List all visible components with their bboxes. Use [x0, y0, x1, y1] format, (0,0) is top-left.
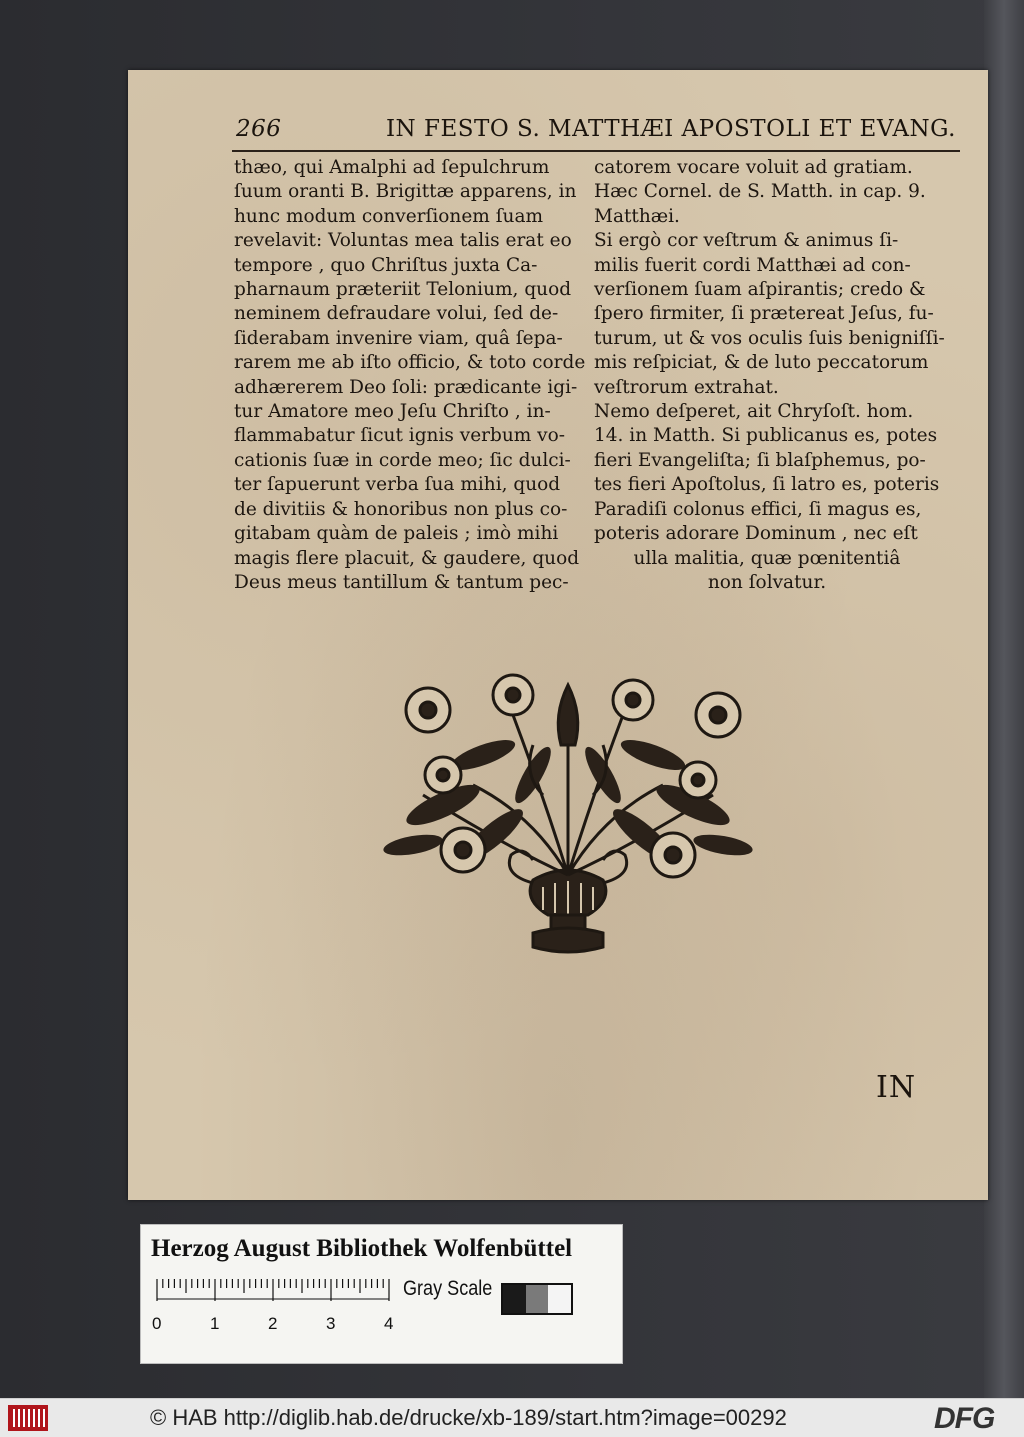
dfg-logo: DFG [934, 1402, 995, 1435]
vase-of-flowers-woodcut-icon [383, 675, 753, 960]
catchword: IN [876, 1070, 917, 1105]
text-line: pharnaum præteriit Telonium, quod [234, 279, 572, 301]
ruler-label: 2 [268, 1314, 278, 1333]
page-number: 266 [236, 116, 282, 142]
text-line: turum, ut & vos oculis ſuis benigniſſi- [594, 327, 945, 349]
citation-link[interactable]: © HAB http://diglib.hab.de/drucke/xb-189/start.htm?image=00292 [150, 1405, 787, 1430]
gray-scale-swatches [501, 1283, 573, 1315]
ruler-label: 3 [326, 1314, 336, 1333]
text-line: ſuum oranti B. Brigittæ apparens, in [234, 181, 577, 203]
running-header [236, 116, 956, 142]
text-line: Matthæi. [594, 205, 680, 227]
text-line: non ſolvatur. [707, 571, 827, 593]
text-line: Deus meus tantillum & tantum pec- [234, 571, 569, 593]
mount-edge [984, 0, 1024, 1398]
gray-swatch [526, 1285, 549, 1313]
header-rule [232, 150, 960, 152]
text-line: flammabatur ſicut ignis verbum vo- [234, 425, 566, 447]
right-column [594, 156, 945, 595]
cm-ruler [153, 1277, 393, 1333]
ruler-label: 4 [384, 1314, 394, 1333]
text-line: ſpero firmiter, ſi prætereat Jeſus, fu- [594, 303, 934, 325]
text-line: gitabam quàm de paleis ; imò mihi [234, 523, 559, 545]
text-line: revelavit: Voluntas mea talis erat eo [234, 230, 572, 252]
library-name: Herzog August Bibliothek Wolfenbüttel [151, 1235, 573, 1262]
text-line: Nemo deſperet, ait Chryſoſt. hom. [594, 401, 914, 423]
ruler-label: 0 [152, 1314, 162, 1333]
gray-swatch [503, 1285, 526, 1313]
text-line: hunc modum converſionem ſuam [234, 205, 544, 227]
text-line: Si ergò cor veſtrum & animus ſi- [594, 230, 899, 252]
ruler-label: 1 [210, 1314, 220, 1333]
text-line: thæo, qui Amalphi ad ſepulchrum [234, 157, 550, 178]
text-line: veſtrorum extrahat. [594, 376, 779, 398]
left-column [234, 156, 586, 595]
book-page [128, 70, 988, 1200]
gray-swatch [548, 1285, 571, 1313]
text-line: poteris adorare Dominum , nec eſt [594, 523, 918, 545]
text-line: ulla malitia, quæ pœnitentiâ [633, 547, 901, 569]
text-line: fieri Evangeliſta; ſi blaſphemus, po- [594, 449, 926, 471]
gray-scale-label: Gray Scale [403, 1277, 493, 1300]
text-line: magis flere placuit, & gaudere, quod [234, 547, 580, 569]
text-line: milis fuerit cordi Matthæi ad con- [594, 254, 911, 276]
library-color-card [140, 1224, 623, 1364]
text-line: cationis ſuæ in corde meo; ſic dulci- [234, 449, 571, 471]
text-line: de divitiis & honoribus non plus co- [234, 498, 568, 520]
text-line: tempore , quo Chriſtus juxta Ca- [234, 254, 538, 276]
running-head: IN FESTO S. MATTHÆI APOSTOLI ET EVANG. [385, 116, 956, 142]
text-line: rarem me ab iſto officio, & toto corde [234, 352, 586, 374]
text-line: tur Amatore meo Jeſu Chriſto , in- [234, 401, 551, 423]
text-line: 14. in Matth. Si publicanus es, potes [594, 425, 938, 447]
text-line: adhærerem Deo ſoli: prædicante igi- [234, 376, 578, 398]
text-line: neminem defraudare volui, ſed de- [234, 303, 559, 325]
text-line: ſiderabam invenire viam, quâ ſepa- [234, 327, 563, 349]
text-line: ter ſapuerunt verba ſua mihi, quod [234, 474, 561, 496]
text-line: Paradiſi colonus effici, ſi magus es, [594, 498, 922, 520]
text-line: verſionem ſuam aſpirantis; credo & [594, 279, 926, 301]
footer-bar [0, 1398, 1024, 1437]
hab-logo-icon [8, 1405, 48, 1431]
text-line: Hæc Cornel. de S. Matth. in cap. 9. [594, 181, 926, 203]
text-line: tes fieri Apoſtolus, ſi latro es, poteris [594, 474, 940, 496]
text-line: catorem vocare voluit ad gratiam. [594, 157, 913, 178]
text-line: mis reſpiciat, & de luto peccatorum [594, 352, 929, 374]
